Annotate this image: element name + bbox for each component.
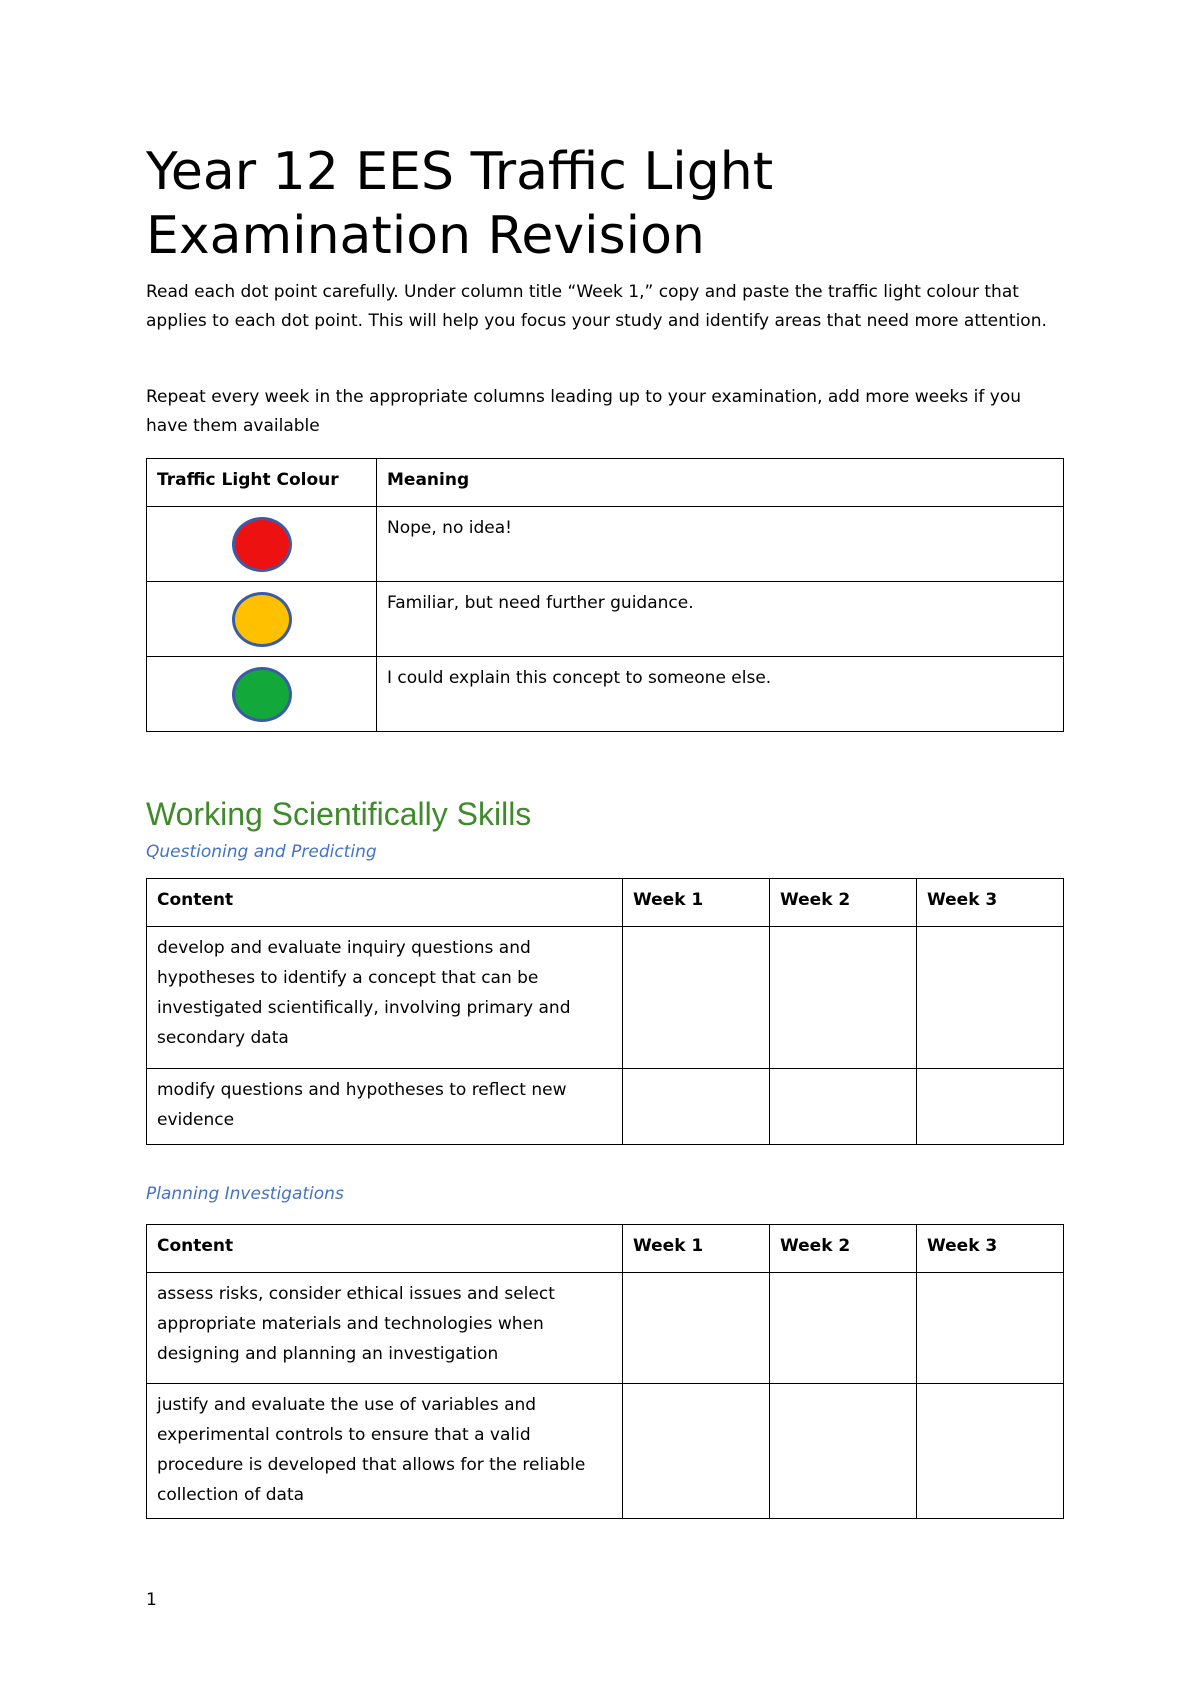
- legend-row-red: [147, 507, 1064, 582]
- legend-row-amber: [147, 582, 1064, 657]
- planning-table: [146, 1224, 1064, 1519]
- week-1-cell[interactable]: [623, 1273, 770, 1384]
- week-3-cell[interactable]: [917, 1069, 1064, 1145]
- content-cell: justify and evaluate the use of variables and experimental controls to ensure that a valid procedure is developed that allows for the reliable collection of data: [147, 1384, 623, 1519]
- header-week-1: Week 1: [623, 879, 770, 927]
- subheading-planning: Planning Investigations: [146, 1184, 344, 1204]
- amber-light-icon: [232, 592, 292, 647]
- week-1-cell[interactable]: [623, 1069, 770, 1145]
- header-content: Content: [147, 879, 623, 927]
- red-light-icon: [232, 517, 292, 572]
- content-cell: modify questions and hypotheses to reflect new evidence: [147, 1069, 623, 1145]
- intro-paragraph-1: Read each dot point carefully. Under column title “Week 1,” copy and paste the traffic light colour that applies to each dot point. This will help you focus your study and identify areas that need more attention.: [146, 282, 1047, 331]
- header-week-3: Week 3: [917, 879, 1064, 927]
- table-row: [147, 927, 1064, 1069]
- questioning-table: [146, 878, 1064, 1145]
- traffic-light-legend-table: [146, 458, 1064, 732]
- week-1-cell[interactable]: [623, 1384, 770, 1519]
- section-title: Working Scientifically Skills: [146, 796, 532, 832]
- legend-meaning: Familiar, but need further guidance.: [377, 582, 1064, 657]
- content-cell: assess risks, consider ethical issues and select appropriate materials and technologies when designing and planning an investigation: [147, 1273, 623, 1384]
- week-3-cell[interactable]: [917, 1384, 1064, 1519]
- week-2-cell[interactable]: [770, 927, 917, 1069]
- content-cell: develop and evaluate inquiry questions and hypotheses to identify a concept that can be investigated scientifically, involving primary and secondary data: [147, 927, 623, 1069]
- intro-paragraph-2: Repeat every week in the appropriate columns leading up to your examination, add more weeks if you have them available: [146, 387, 1022, 436]
- header-content: Content: [147, 1225, 623, 1273]
- green-light-icon: [232, 667, 292, 722]
- legend-header-colour: Traffic Light Colour: [147, 459, 377, 507]
- header-week-1: Week 1: [623, 1225, 770, 1273]
- page-number: 1: [146, 1590, 157, 1610]
- header-week-2: Week 2: [770, 879, 917, 927]
- week-3-cell[interactable]: [917, 927, 1064, 1069]
- week-1-cell[interactable]: [623, 927, 770, 1069]
- week-3-cell[interactable]: [917, 1273, 1064, 1384]
- legend-header-meaning: Meaning: [377, 459, 1064, 507]
- table-row: [147, 1069, 1064, 1145]
- legend-meaning: Nope, no idea!: [377, 507, 1064, 582]
- subheading-questioning: Questioning and Predicting: [146, 842, 377, 862]
- header-week-3: Week 3: [917, 1225, 1064, 1273]
- page-title: Year 12 EES Traffic Light Examination Revision: [146, 142, 774, 266]
- legend-meaning: I could explain this concept to someone else.: [377, 657, 1064, 732]
- table-row: [147, 1273, 1064, 1384]
- week-2-cell[interactable]: [770, 1384, 917, 1519]
- header-week-2: Week 2: [770, 1225, 917, 1273]
- week-2-cell[interactable]: [770, 1273, 917, 1384]
- legend-row-green: [147, 657, 1064, 732]
- table-row: [147, 1384, 1064, 1519]
- week-2-cell[interactable]: [770, 1069, 917, 1145]
